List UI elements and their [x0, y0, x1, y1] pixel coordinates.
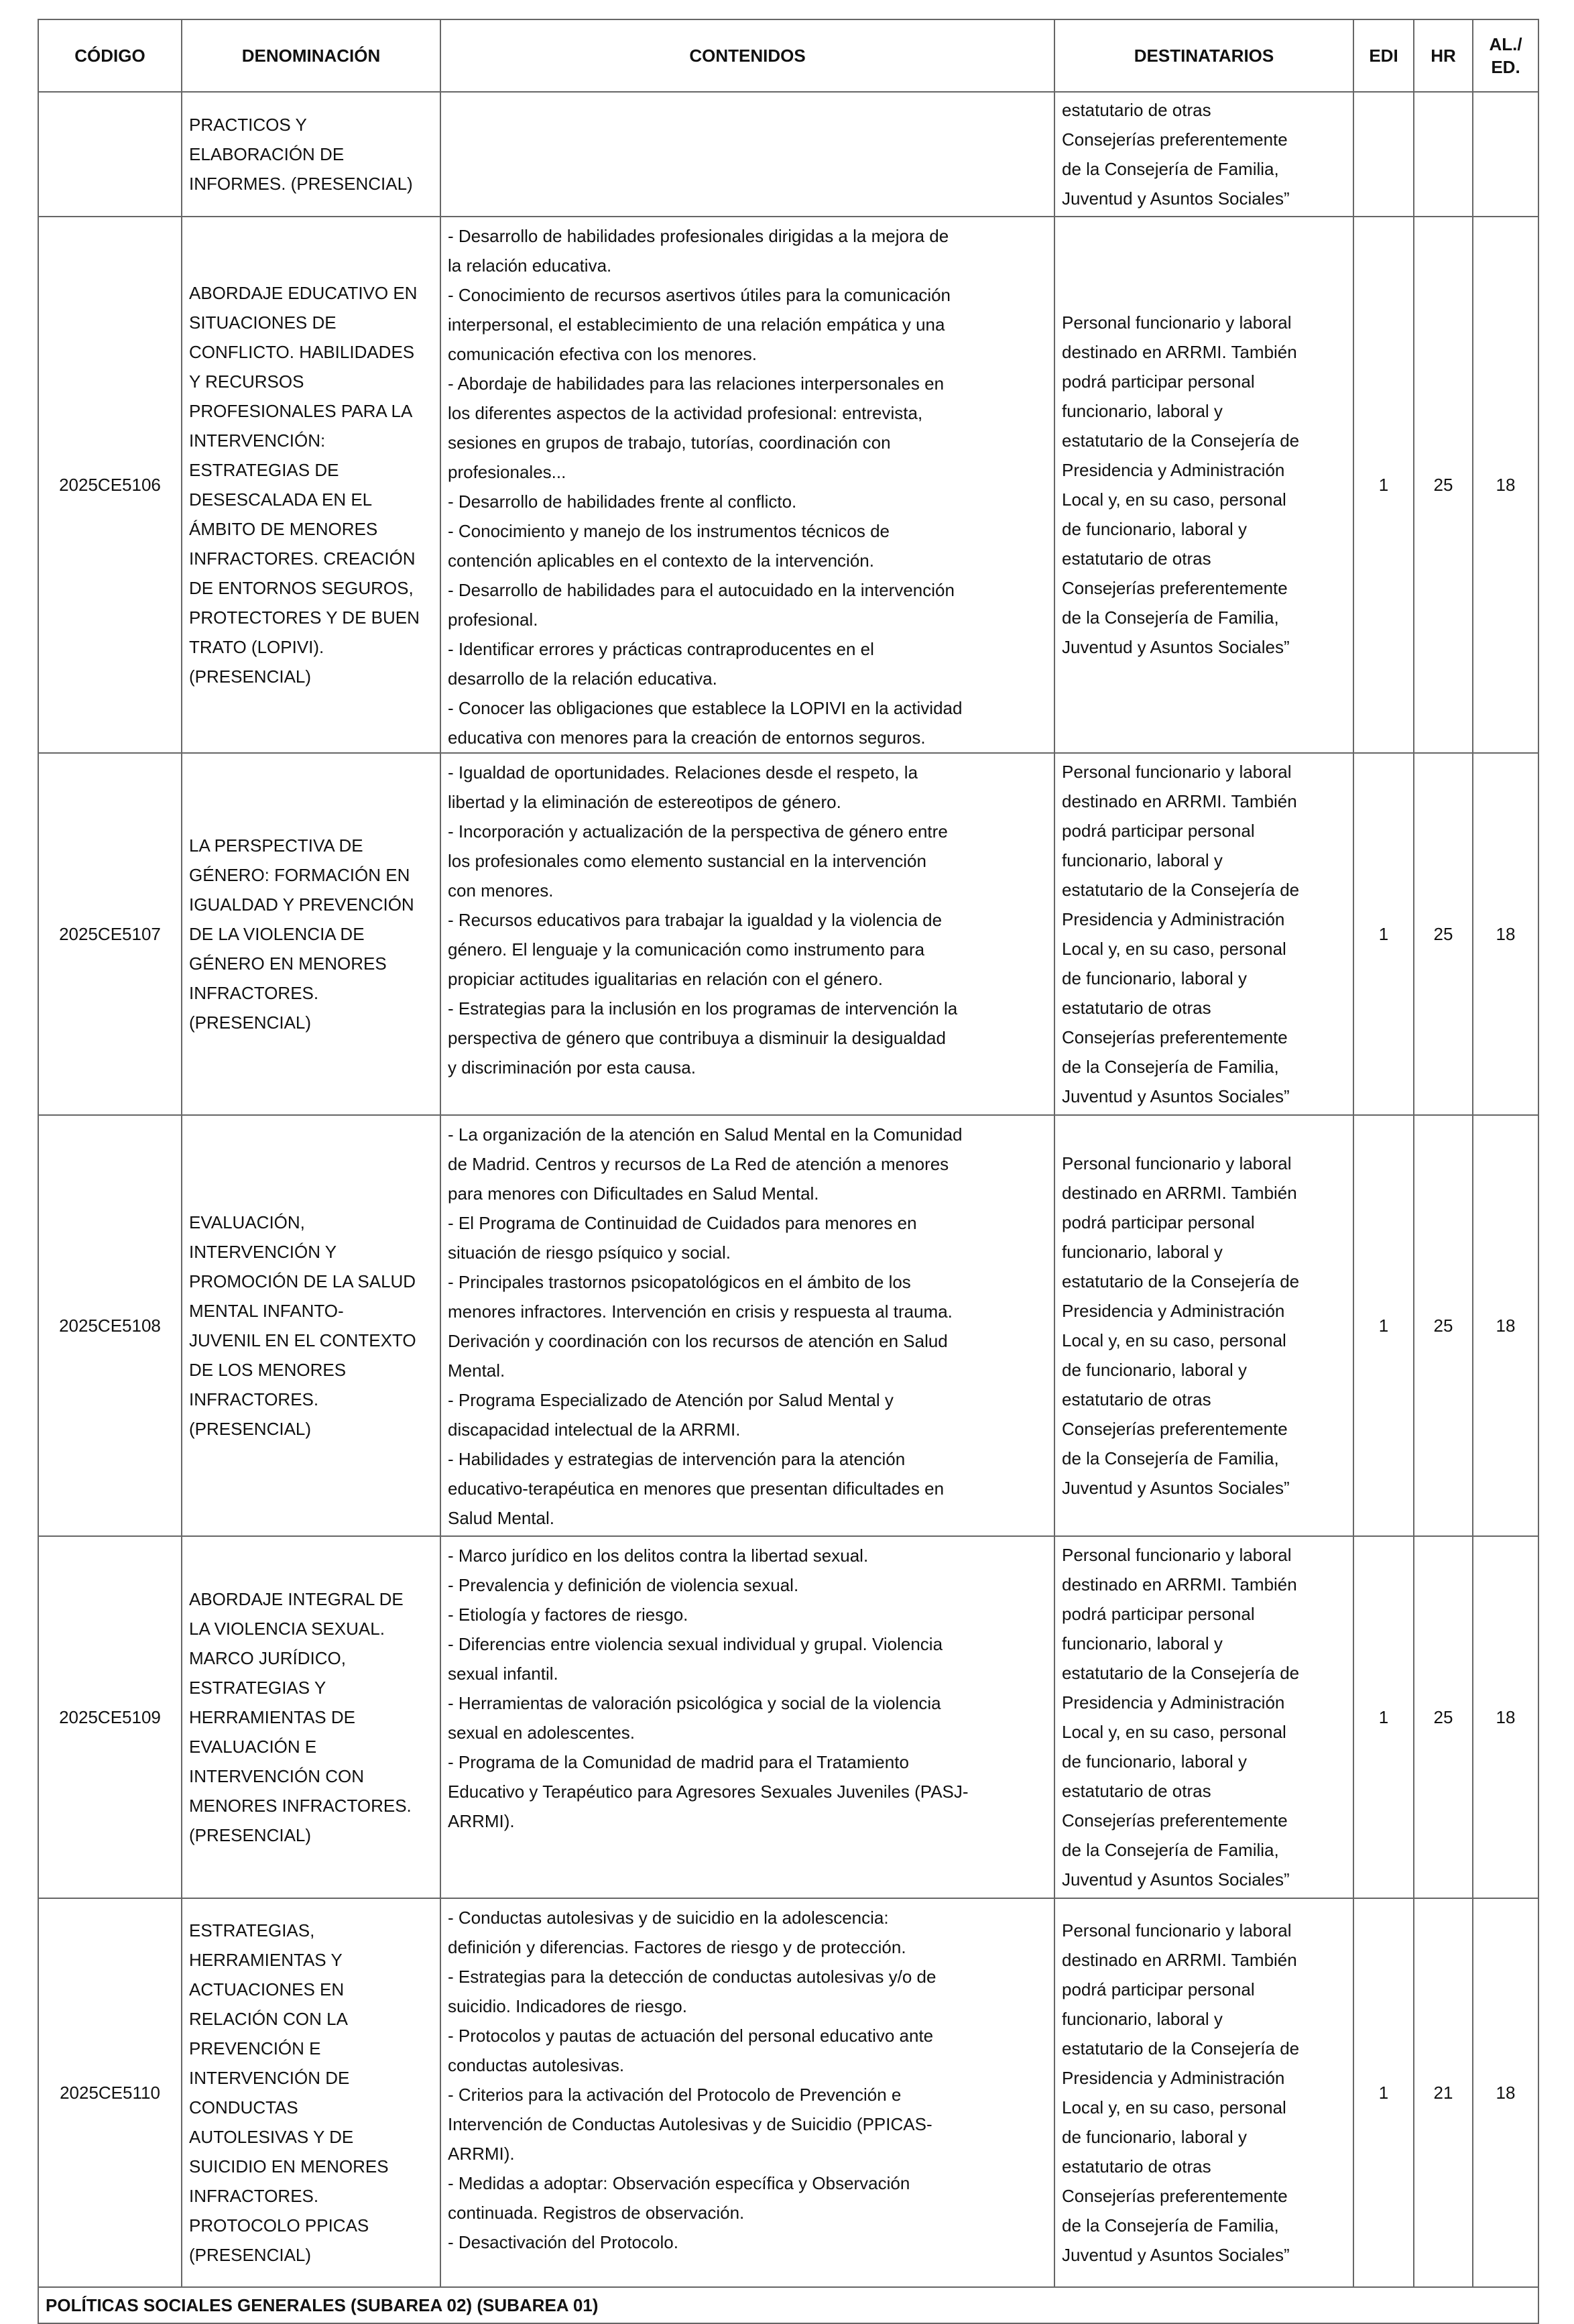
cell-destinatarios: Personal funcionario y laboral destinado en ARRMI. También podrá participar personal funcionario, laboral y estatutario de la Consejería de Presidencia y Administración Local y, en su caso, personal de funcionario, laboral y estatutario de otras Consejerías preferentemente de la Consejería de Familia, Juventud y Asuntos Sociales” — [1054, 753, 1353, 1115]
cell-codigo: 2025CE5109 — [38, 1536, 182, 1898]
header-hr: HR — [1414, 19, 1473, 92]
cell-hr: 25 — [1414, 753, 1473, 1115]
header-codigo: CÓDIGO — [38, 19, 182, 92]
cell-codigo: 2025CE5108 — [38, 1115, 182, 1536]
cell-hr: 25 — [1414, 1115, 1473, 1536]
cell-denominacion: ESTRATEGIAS, HERRAMIENTAS Y ACTUACIONES EN RELACIÓN CON LA PREVENCIÓN E INTERVENCIÓN DE CONDUCTAS AUTOLESIVAS Y DE SUICIDIO EN MENORES INFRACTORES. PROTOCOLO PPICAS (PRESENCIAL) — [182, 1898, 440, 2287]
cell-contenidos: - Marco jurídico en los delitos contra la libertad sexual. - Prevalencia y definición de violencia sexual. - Etiología y factores de riesgo. - Diferencias entre violencia sexual individual y grupal. Violencia sexual infantil. - Herramientas de valoración psicológica y social de la violencia sexual en adolescentes. - Programa de la Comunidad de madrid para el Tratamiento Educativo y Terapéutico para Agresores Sexuales Juveniles (PASJ- ARRMI). — [440, 1536, 1054, 1898]
cell-denominacion: EVALUACIÓN, INTERVENCIÓN Y PROMOCIÓN DE LA SALUD MENTAL INFANTO- JUVENIL EN EL CONTEXTO DE LOS MENORES INFRACTORES. (PRESENCIAL) — [182, 1115, 440, 1536]
cell-destinatarios: Personal funcionario y laboral destinado en ARRMI. También podrá participar personal funcionario, laboral y estatutario de la Consejería de Presidencia y Administración Local y, en su caso, personal de funcionario, laboral y estatutario de otras Consejerías preferentemente de la Consejería de Familia, Juventud y Asuntos Sociales” — [1054, 217, 1353, 753]
cell-denominacion: LA PERSPECTIVA DE GÉNERO: FORMACIÓN EN IGUALDAD Y PREVENCIÓN DE LA VIOLENCIA DE GÉNERO EN MENORES INFRACTORES. (PRESENCIAL) — [182, 753, 440, 1115]
header-contenidos: CONTENIDOS — [440, 19, 1054, 92]
header-denominacion: DENOMINACIÓN — [182, 19, 440, 92]
cell-hr: 25 — [1414, 217, 1473, 753]
cell-codigo — [38, 92, 182, 217]
cell-al-ed: 18 — [1473, 753, 1538, 1115]
cell-denominacion: ABORDAJE EDUCATIVO EN SITUACIONES DE CONFLICTO. HABILIDADES Y RECURSOS PROFESIONALES PARA LA INTERVENCIÓN: ESTRATEGIAS DE DESESCALADA EN EL ÁMBITO DE MENORES INFRACTORES. CREACIÓN DE ENTORNOS SEGUROS, PROTECTORES Y DE BUEN TRATO (LOPIVI). (PRESENCIAL) — [182, 217, 440, 753]
table-row — [38, 1115, 1538, 1536]
cell-contenidos: - Desarrollo de habilidades profesionales dirigidas a la mejora de la relación educativa. - Conocimiento de recursos asertivos útiles para la comunicación interpersonal, el establecimiento de una relación empática y una comunicación efectiva con los menores. - Abordaje de habilidades para las relaciones interpersonales en los diferentes aspectos de la actividad profesional: entrevista, sesiones en grupos de trabajo, tutorías, coordinación con profesionales... - Desarrollo de habilidades frente al conflicto. - Conocimiento y manejo de los instrumentos técnicos de contención aplicables en el contexto de la intervención. - Desarrollo de habilidades para el autocuidado en la intervención profesional. - Identificar errores y prácticas contraproducentes en el desarrollo de la relación educativa. - Conocer las obligaciones que establece la LOPIVI en la actividad educativa con menores para la creación de entornos seguros. — [440, 217, 1054, 753]
section-footer-row — [38, 2287, 1538, 2323]
cell-hr: 21 — [1414, 1898, 1473, 2287]
cell-codigo: 2025CE5107 — [38, 753, 182, 1115]
cell-codigo: 2025CE5106 — [38, 217, 182, 753]
cell-contenidos: - La organización de la atención en Salud Mental en la Comunidad de Madrid. Centros y recursos de La Red de atención a menores para menores con Dificultades en Salud Mental. - El Programa de Continuidad de Cuidados para menores en situación de riesgo psíquico y social. - Principales trastornos psicopatológicos en el ámbito de los menores infractores. Intervención en crisis y respuesta al trauma. Derivación y coordinación con los recursos de atención en Salud Mental. - Programa Especializado de Atención por Salud Mental y discapacidad intelectual de la ARRMI. - Habilidades y estrategias de intervención para la atención educativo-terapéutica en menores que presentan dificultades en Salud Mental. — [440, 1115, 1054, 1536]
table-row — [38, 217, 1538, 753]
cell-edi: 1 — [1353, 217, 1414, 753]
table-header-row — [38, 19, 1538, 92]
cell-al-ed: 18 — [1473, 1115, 1538, 1536]
table-row-continued — [38, 92, 1538, 217]
cell-edi: 1 — [1353, 1115, 1414, 1536]
header-al-ed: AL./ ED. — [1473, 19, 1538, 92]
header-edi: EDI — [1353, 19, 1414, 92]
table-row — [38, 1898, 1538, 2287]
cell-codigo: 2025CE5110 — [38, 1898, 182, 2287]
table-row — [38, 753, 1538, 1115]
header-destinatarios: DESTINATARIOS — [1054, 19, 1353, 92]
cell-contenidos: - Conductas autolesivas y de suicidio en la adolescencia: definición y diferencias. Factores de riesgo y de protección. - Estrategias para la detección de conductas autolesivas y/o de suicidio. Indicadores de riesgo. - Protocolos y pautas de actuación del personal educativo ante conductas autolesivas. - Criterios para la activación del Protocolo de Prevención e Intervención de Conductas Autolesivas y de Suicidio (PPICAS- ARRMI). - Medidas a adoptar: Observación específica y Observación continuada. Registros de observación. - Desactivación del Protocolo. — [440, 1898, 1054, 2287]
courses-table — [38, 19, 1539, 2324]
cell-edi: 1 — [1353, 1536, 1414, 1898]
cell-hr: 25 — [1414, 1536, 1473, 1898]
cell-al-ed: 18 — [1473, 1898, 1538, 2287]
cell-edi: 1 — [1353, 1898, 1414, 2287]
cell-edi — [1353, 92, 1414, 217]
section-footer-label: POLÍTICAS SOCIALES GENERALES (SUBAREA 02) (SUBAREA 01) — [38, 2287, 1538, 2323]
cell-hr — [1414, 92, 1473, 217]
cell-contenidos: - Igualdad de oportunidades. Relaciones desde el respeto, la libertad y la eliminación de estereotipos de género. - Incorporación y actualización de la perspectiva de género entre los profesionales como elemento sustancial en la intervención con menores. - Recursos educativos para trabajar la igualdad y la violencia de género. El lenguaje y la comunicación como instrumento para propiciar actitudes igualitarias en relación con el género. - Estrategias para la inclusión en los programas de intervención la perspectiva de género que contribuya a disminuir la desigualdad y discriminación por esta causa. — [440, 753, 1054, 1115]
cell-denominacion: PRACTICOS Y ELABORACIÓN DE INFORMES. (PRESENCIAL) — [182, 92, 440, 217]
cell-destinatarios: Personal funcionario y laboral destinado en ARRMI. También podrá participar personal funcionario, laboral y estatutario de la Consejería de Presidencia y Administración Local y, en su caso, personal de funcionario, laboral y estatutario de otras Consejerías preferentemente de la Consejería de Familia, Juventud y Asuntos Sociales” — [1054, 1536, 1353, 1898]
cell-denominacion: ABORDAJE INTEGRAL DE LA VIOLENCIA SEXUAL. MARCO JURÍDICO, ESTRATEGIAS Y HERRAMIENTAS DE EVALUACIÓN E INTERVENCIÓN CON MENORES INFRACTORES. (PRESENCIAL) — [182, 1536, 440, 1898]
cell-al-ed: 18 — [1473, 1536, 1538, 1898]
cell-edi: 1 — [1353, 753, 1414, 1115]
cell-al-ed — [1473, 92, 1538, 217]
table-row — [38, 1536, 1538, 1898]
cell-destinatarios: estatutario de otras Consejerías preferentemente de la Consejería de Familia, Juventud y Asuntos Sociales” — [1054, 92, 1353, 217]
cell-destinatarios: Personal funcionario y laboral destinado en ARRMI. También podrá participar personal funcionario, laboral y estatutario de la Consejería de Presidencia y Administración Local y, en su caso, personal de funcionario, laboral y estatutario de otras Consejerías preferentemente de la Consejería de Familia, Juventud y Asuntos Sociales” — [1054, 1898, 1353, 2287]
cell-al-ed: 18 — [1473, 217, 1538, 753]
cell-contenidos — [440, 92, 1054, 217]
cell-destinatarios: Personal funcionario y laboral destinado en ARRMI. También podrá participar personal funcionario, laboral y estatutario de la Consejería de Presidencia y Administración Local y, en su caso, personal de funcionario, laboral y estatutario de otras Consejerías preferentemente de la Consejería de Familia, Juventud y Asuntos Sociales” — [1054, 1115, 1353, 1536]
